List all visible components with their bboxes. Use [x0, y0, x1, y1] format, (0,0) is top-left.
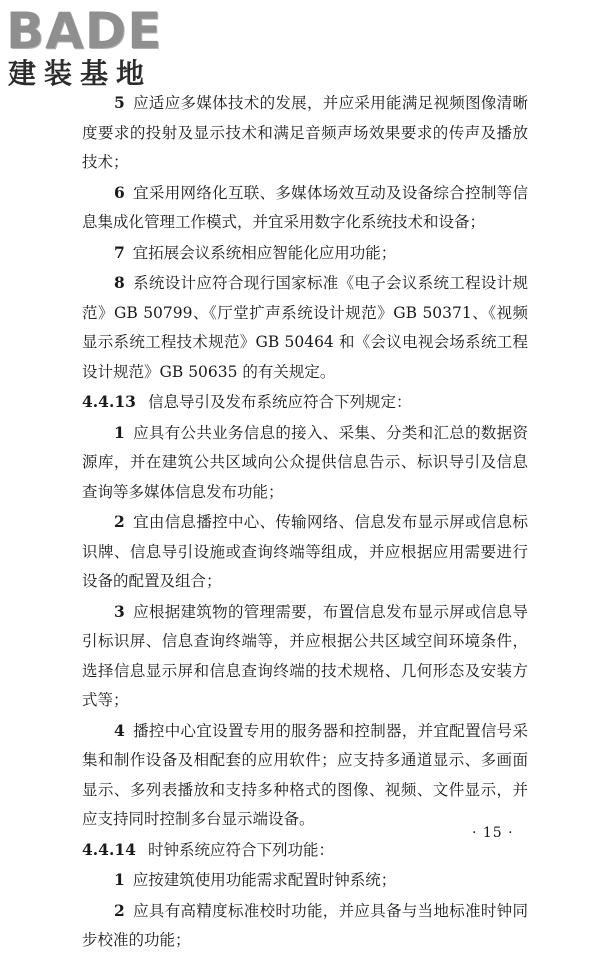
clause-number: 4.4.13 — [82, 392, 136, 411]
list-item — [82, 865, 528, 896]
list-item — [82, 507, 528, 597]
list-item — [82, 268, 528, 387]
item-text: 应具有高精度标准校时功能，并应具备与当地标准时钟同步校准的功能； — [82, 901, 528, 949]
item-number: 6 — [114, 182, 125, 202]
clause-number: 4.4.14 — [82, 839, 136, 859]
logo-subtitle: 建装基地 — [8, 57, 153, 90]
item-number: 4 — [114, 720, 125, 740]
list-item — [82, 896, 528, 956]
clause-heading — [82, 387, 528, 418]
item-text: 宜拓展会议系统相应智能化应用功能； — [132, 243, 397, 262]
item-number: 5 — [114, 93, 125, 112]
item-text: 系统设计应符合现行国家标准《电子会议系统工程设计规范》GB 50799、《厅堂扩声系统设计规范》GB 50371、《视频显示系统工程技术规范》GB 50464 和《会议电视会场系统工程设计规范》GB 50635 的有关规定。 — [82, 274, 528, 381]
clause-text: 信息导引及发布系统应符合下列规定： — [147, 393, 412, 411]
clause-text: 时钟系统应符合下列功能： — [147, 840, 334, 859]
item-text: 宜采用网络化互联、多媒体场效互动及设备综合控制等信息集成化管理工作模式，并宜采用数字化系统技术和设备； — [82, 183, 528, 231]
bade-logo — [6, 4, 176, 90]
item-text: 宜由信息播控中心、传输网络、信息发布显示屏或信息标识牌、信息导引设施或查询终端等组成，并应根据应用需要进行设备的配置及组合； — [82, 513, 528, 590]
item-number: 2 — [114, 900, 125, 920]
item-number: 8 — [114, 273, 125, 292]
document-body — [82, 88, 528, 956]
logo-wordmark: BADE — [6, 2, 163, 60]
list-item — [82, 238, 528, 269]
page-number: · 15 · — [472, 825, 514, 841]
item-text: 播控中心宜设置专用的服务器和控制器，并宜配置信号采集和制作设备及相配套的应用软件；应支持多通道显示、多画面显示、多列表播放和支持多种格式的图像、视频、文件显示，并应支持同时控制多台显示端设备。 — [82, 721, 528, 828]
list-item — [82, 88, 528, 178]
item-text: 应具有公共业务信息的接入、采集、分类和汇总的数据资源库，并在建筑公共区域向公众提供信息告示、标识导引及信息查询等多媒体信息发布功能； — [82, 423, 528, 501]
item-number: 2 — [114, 512, 125, 531]
list-item — [82, 716, 528, 835]
item-text: 应按建筑使用功能需求配置时钟系统； — [132, 871, 397, 889]
item-number: 1 — [114, 422, 125, 442]
item-number: 7 — [114, 242, 125, 262]
list-item — [82, 178, 528, 238]
clause-heading — [82, 835, 528, 866]
item-number: 1 — [114, 870, 125, 889]
item-text: 应根据建筑物的管理需要，布置信息发布显示屏或信息导引标识屏、信息查询终端等，并应根据公共区域空间环境条件，选择信息显示屏和信息查询终端的技术规格、几何形态及安装方式等； — [82, 602, 528, 709]
item-number: 3 — [114, 601, 125, 621]
list-item — [82, 597, 528, 716]
item-text: 应适应多媒体技术的发展，并应采用能满足视频图像清晰度要求的投射及显示技术和满足音频声场效果要求的传声及播放技术； — [82, 94, 528, 171]
list-item — [82, 418, 528, 508]
